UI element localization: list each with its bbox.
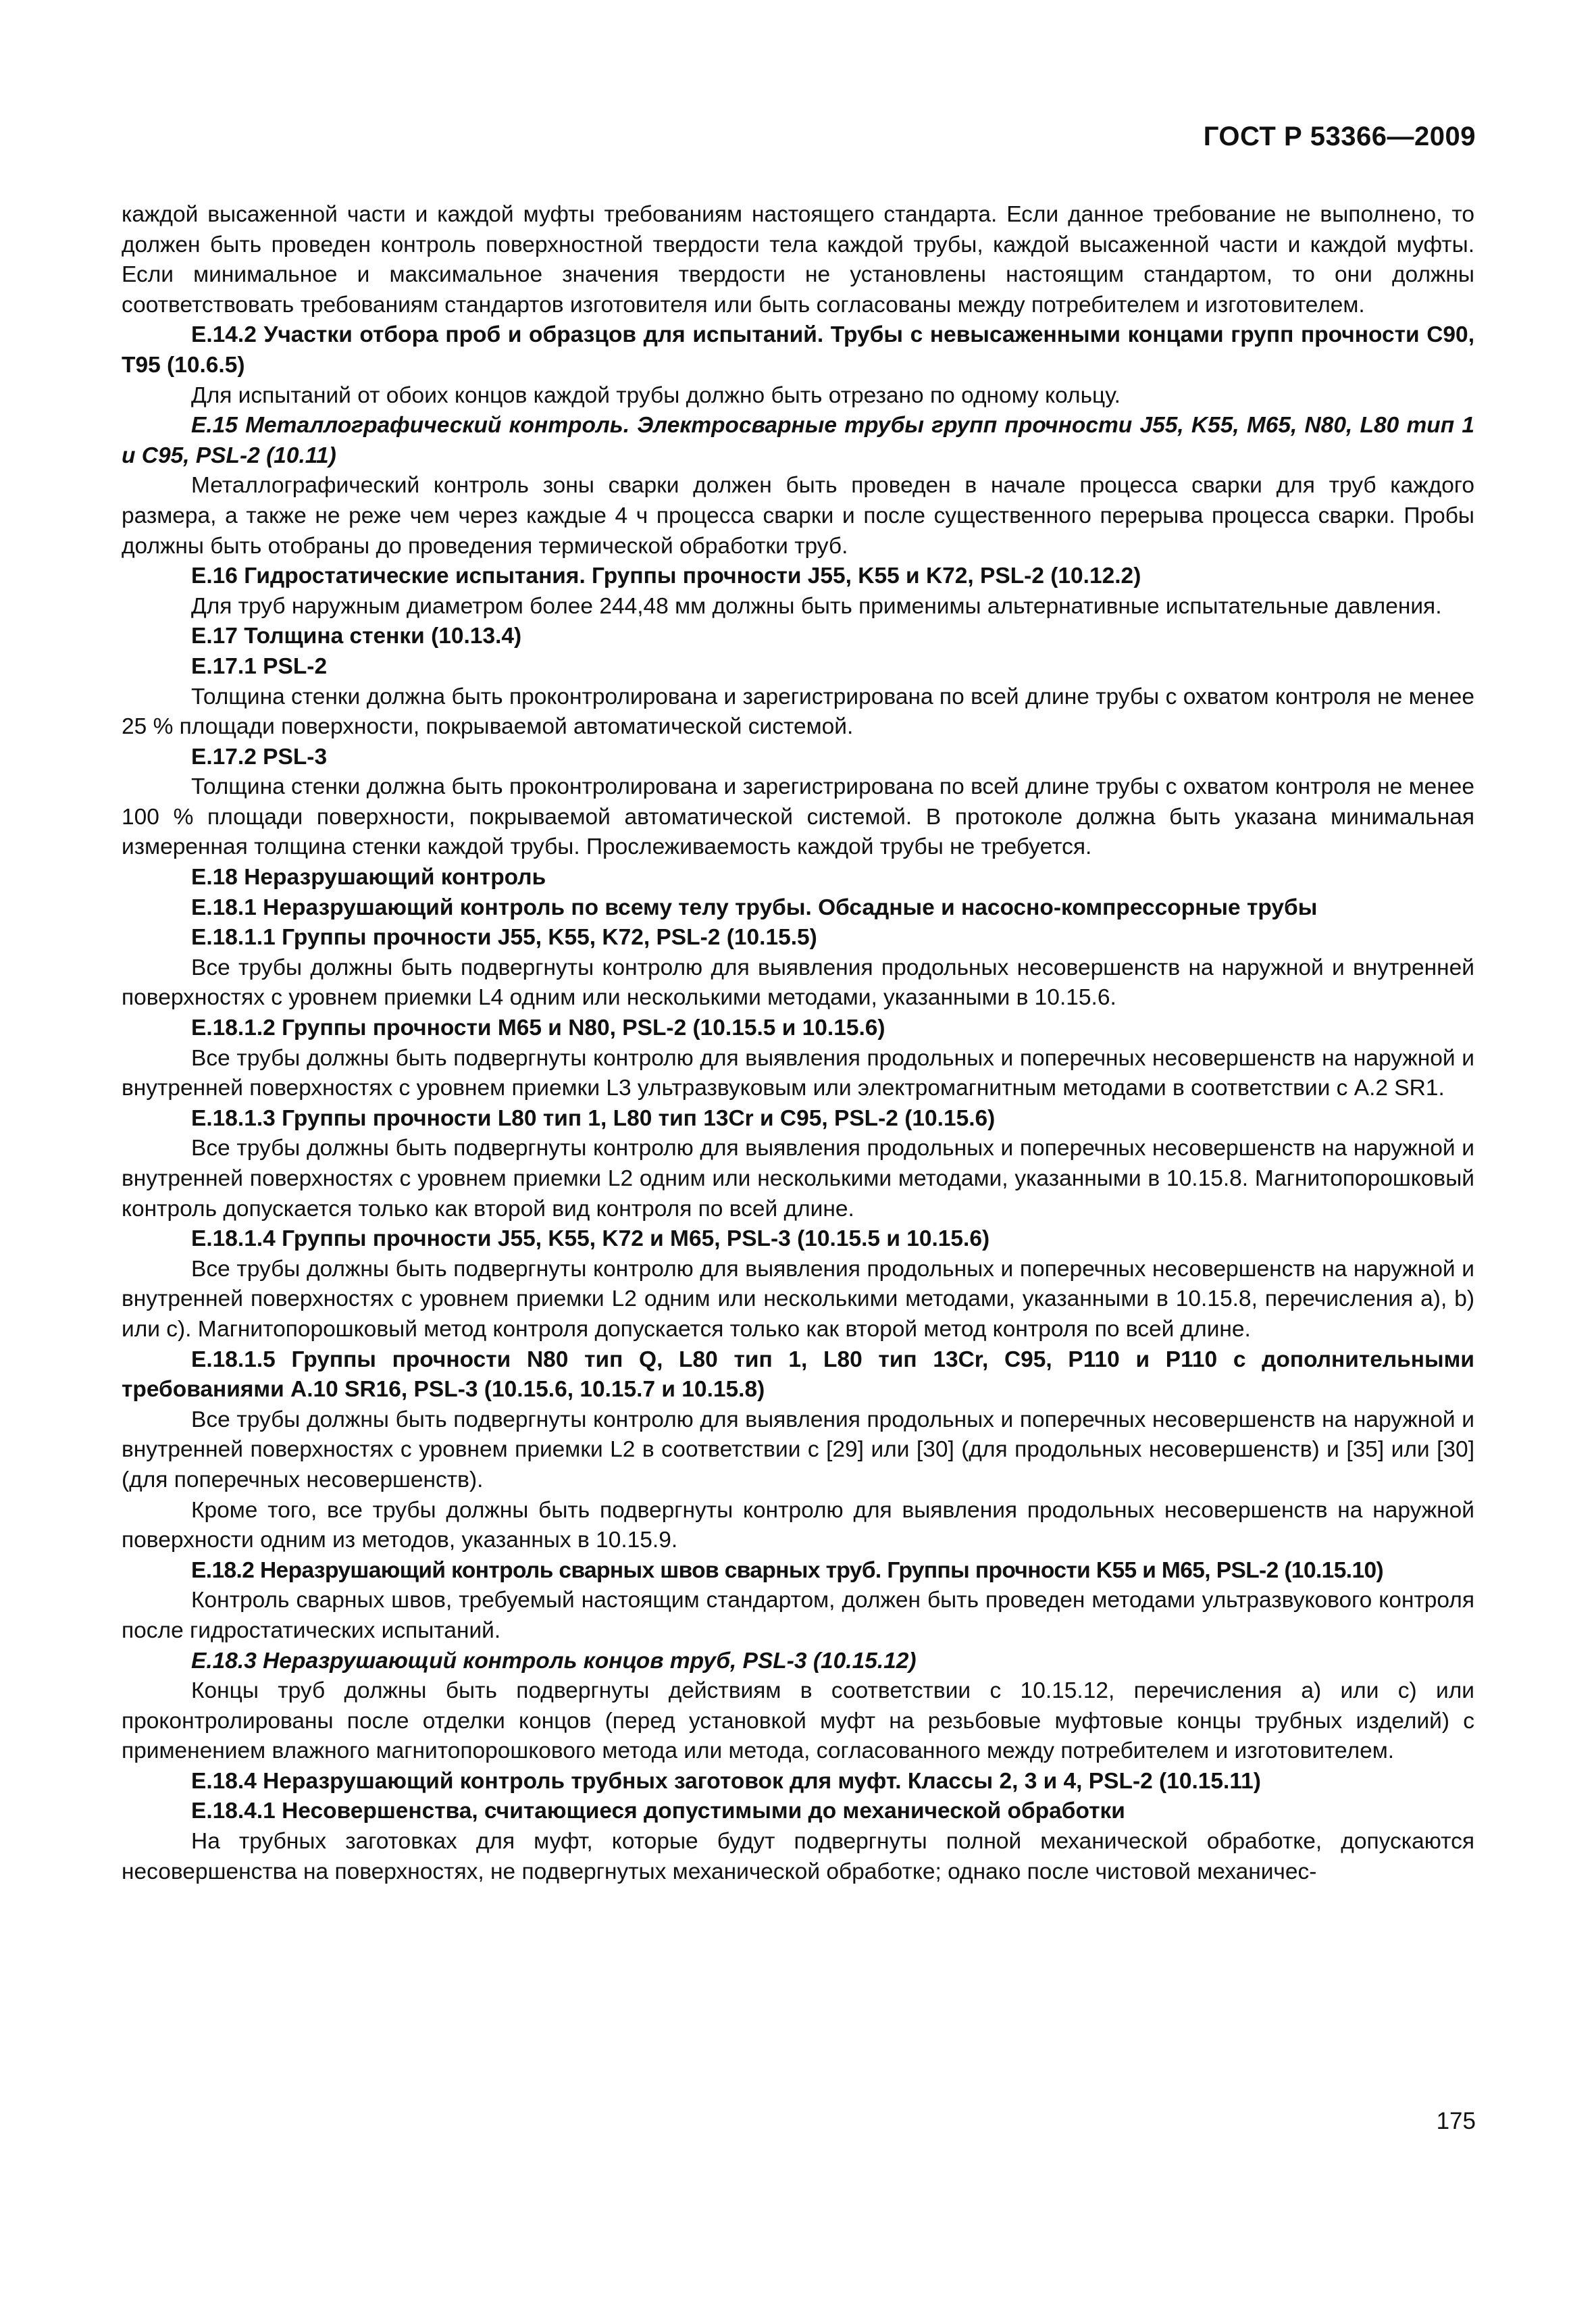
- paragraph: Все трубы должны быть подвергнуты контролю для выявления продольных и поперечных несовершенств на наружной и внутренней поверхностях с уровнем приемки L2 в соответствии с [29] или [30] (для продольных несовершенств) и [35] или [30] (для поперечных несовершенств).: [122, 1407, 1474, 1492]
- section-heading: Е.18.1.1 Группы прочности J55, K55, K72, PSL-2 (10.15.5): [191, 925, 817, 951]
- section-heading: Е.17 Толщина стенки (10.13.4): [191, 624, 522, 649]
- section-heading: Е.18.3 Неразрушающий контроль концов труб, PSL-3 (10.15.12): [191, 1648, 917, 1674]
- paragraph: Толщина стенки должна быть проконтролирована и зарегистрирована по всей длине трубы с охватом контроля не менее 100 % площади поверхности, покрываемой автоматической системой. В протоколе должна быть указана минимальная измеренная толщина стенки каждой трубы. Прослеживаемость каждой трубы не требуется.: [122, 774, 1474, 860]
- paragraph: Для испытаний от обоих концов каждой трубы должно быть отрезано по одному кольцу.: [191, 382, 1121, 408]
- section-heading: Е.15 Металлографический контроль. Электросварные трубы групп прочности J55, K55, M65, N80, L80 тип 1 и С95, PSL-2 (10.11): [122, 413, 1474, 468]
- section-heading: Е.18.1.3 Группы прочности L80 тип 1, L80 тип 13Cr и С95, PSL-2 (10.15.6): [191, 1105, 996, 1131]
- paragraph: Все трубы должны быть подвергнуты контролю для выявления продольных и поперечных несовершенств на наружной и внутренней поверхностях с уровнем приемки L2 одним или несколькими методами, указанными в 10.15.8, перечисления а), b) или с). Магнитопорошковый метод контроля допускается только как второй метод контроля по всей длине.: [122, 1256, 1474, 1342]
- paragraph: Все трубы должны быть подвергнуты контролю для выявления продольных несовершенств на наружной и внутренней поверхностях с уровнем приемки L4 одним или несколькими методами, указанными в 10.15.6.: [122, 955, 1474, 1011]
- paragraph: Все трубы должны быть подвергнуты контролю для выявления продольных и поперечных несовершенств на наружной и внутренней поверхностях с уровнем приемки L2 одним или несколькими методами, указанными в 10.15.8. Магнитопорошковый контроль допускается только как второй вид контроля по всей длине.: [122, 1136, 1474, 1222]
- section-heading: Е.18.1 Неразрушающий контроль по всему телу трубы. Обсадные и насосно-компрессорные трубы: [191, 895, 1318, 920]
- section-heading: Е.18.2 Неразрушающий контроль сварных швов сварных труб. Группы прочности K55 и M65, PSL-2 (10.15.10): [191, 1557, 1384, 1583]
- page-number: 175: [1436, 2108, 1476, 2134]
- paragraph: Контроль сварных швов, требуемый настоящим стандартом, должен быть проведен методами ультразвукового контроля после гидростатических испытаний.: [122, 1588, 1474, 1643]
- document-header: ГОСТ Р 53366—2009: [1203, 122, 1476, 151]
- section-heading: Е.14.2 Участки отбора проб и образцов для испытаний. Трубы с невысаженными концами групп прочности С90, Т95 (10.6.5): [122, 322, 1474, 378]
- section-heading: Е.18.1.5 Группы прочности N80 тип Q, L80 тип 1, L80 тип 13Cr, С95, Р110 и Р110 с дополнительными требованиями А.10 SR16, PSL-3 (10.15.6, 10.15.7 и 10.15.8): [122, 1347, 1474, 1403]
- paragraph: Металлографический контроль зоны сварки должен быть проведен в начале процесса сварки для труб каждого размера, а также не реже чем через каждые 4 ч процесса сварки и после существенного перерыва процесса сварки. Пробы должны быть отобраны до проведения термической обработки труб.: [122, 473, 1474, 559]
- section-heading: Е.18.4 Неразрушающий контроль трубных заготовок для муфт. Классы 2, 3 и 4, PSL-2 (10.15.11): [191, 1768, 1261, 1794]
- section-heading: Е.18.1.2 Группы прочности М65 и N80, PSL-2 (10.15.5 и 10.15.6): [191, 1015, 885, 1041]
- section-heading: Е.18.1.4 Группы прочности J55, K55, K72 и M65, PSL-3 (10.15.5 и 10.15.6): [191, 1226, 990, 1252]
- paragraph: Для труб наружным диаметром более 244,48 мм должны быть применимы альтернативные испытательные давления.: [191, 593, 1442, 619]
- paragraph: Кроме того, все трубы должны быть подвергнуты контролю для выявления продольных несовершенств на наружной поверхности одним из методов, указанных в 10.15.9.: [122, 1497, 1474, 1553]
- section-heading: Е.16 Гидростатические испытания. Группы прочности J55, K55 и K72, PSL-2 (10.12.2): [191, 563, 1141, 589]
- document-body: [122, 200, 1474, 1887]
- section-heading: Е.17.1 PSL-2: [191, 653, 328, 679]
- paragraph: На трубных заготовках для муфт, которые будут подвергнуты полной механической обработке, допускаются несовершенства на поверхностях, не подвергнутых механической обработке; однако после чистовой механичес-: [122, 1829, 1474, 1884]
- paragraph: Толщина стенки должна быть проконтролирована и зарегистрирована по всей длине трубы с охватом контроля не менее 25 % площади поверхности, покрываемой автоматической системой.: [122, 684, 1474, 740]
- paragraph: каждой высаженной части и каждой муфты требованиям настоящего стандарта. Если данное требование не выполнено, то должен быть проведен контроль поверхностной твердости тела каждой трубы, каждой высаженной части и каждой муфты. Если минимальное и максимальное значения твердости не установлены настоящим стандартом, то они должны соответствовать требованиям стандартов изготовителя или быть согласованы между потребителем и изготовителем.: [122, 202, 1474, 318]
- section-heading: Е.18.4.1 Несовершенства, считающиеся допустимыми до механической обработки: [191, 1799, 1125, 1824]
- paragraph: Все трубы должны быть подвергнуты контролю для выявления продольных и поперечных несовершенств на наружной и внутренней поверхностях с уровнем приемки L3 ультразвуковым или электромагнитным методами в соответствии с А.2 SR1.: [122, 1045, 1474, 1101]
- paragraph: Концы труб должны быть подвергнуты действиям в соответствии с 10.15.12, перечисления а) или с) или проконтролированы после отделки концов (перед установкой муфт на резьбовые муфтовые концы трубных изделий) с применением влажного магнитопорошкового метода или метода, согласованного между потребителем и изготовителем.: [122, 1678, 1474, 1764]
- section-heading: Е.18 Неразрушающий контроль: [191, 865, 546, 890]
- section-heading: Е.17.2 PSL-3: [191, 744, 328, 770]
